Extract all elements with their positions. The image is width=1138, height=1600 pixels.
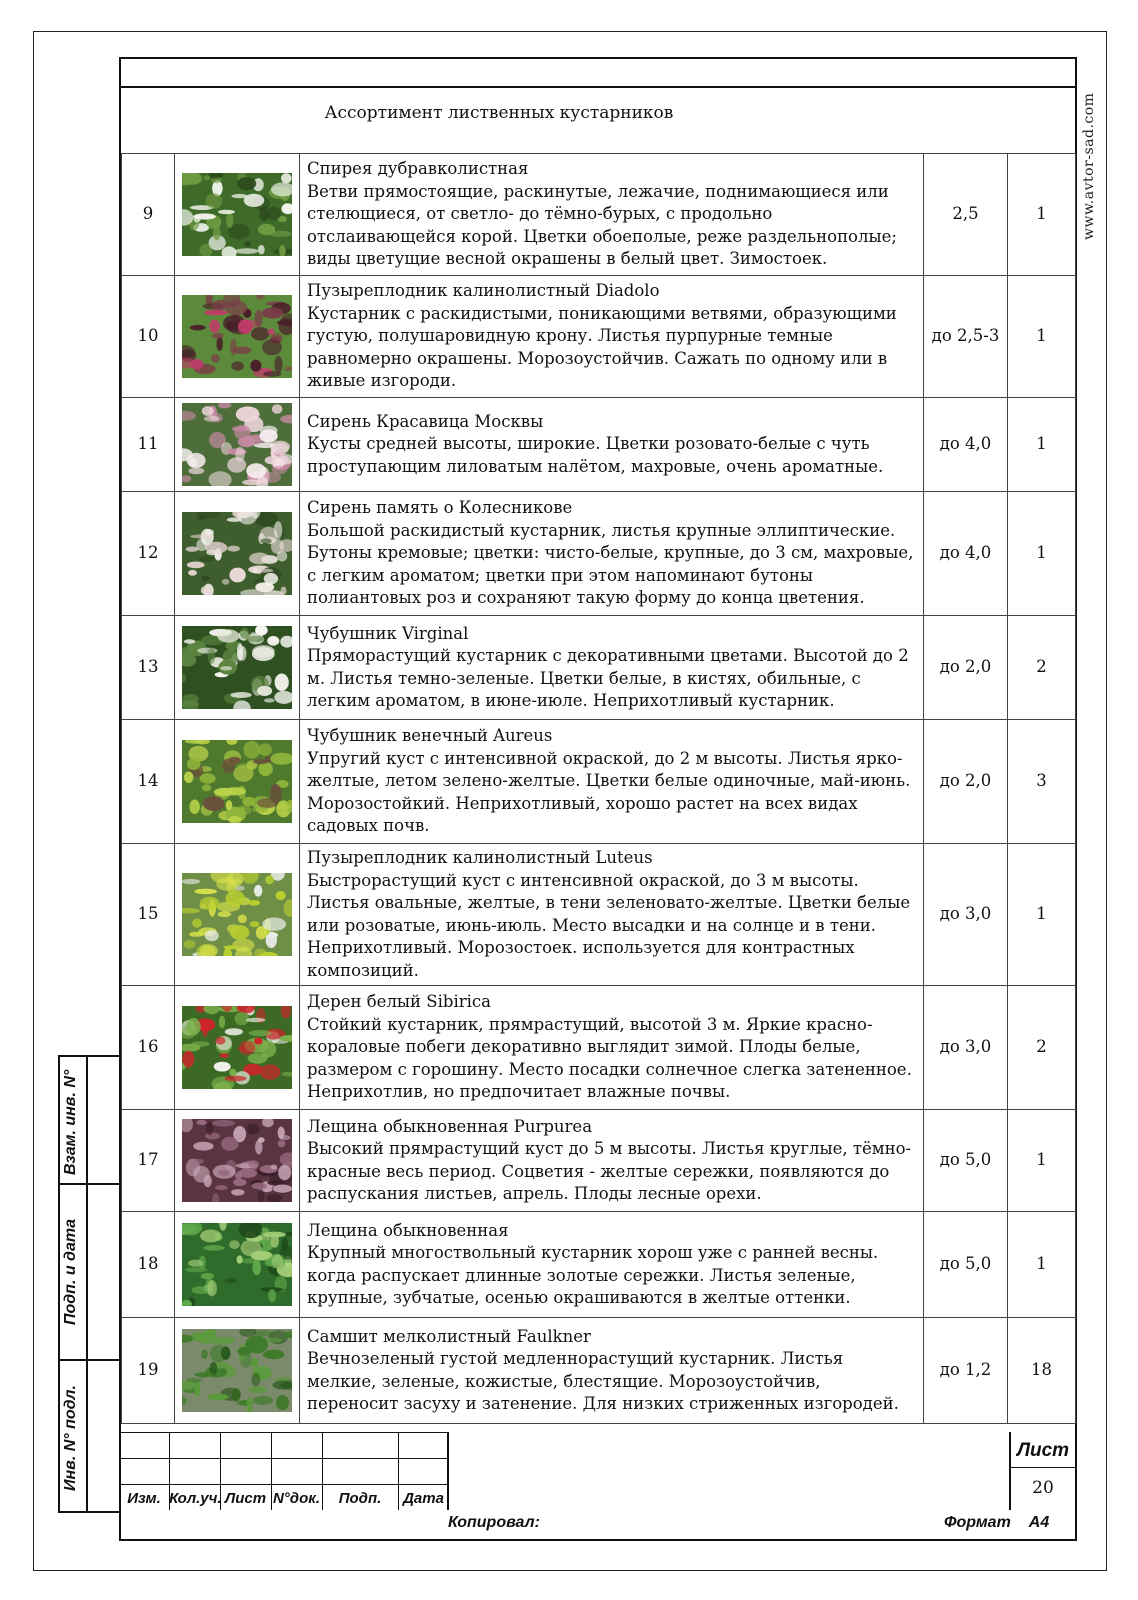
- table-row: [122, 398, 1076, 492]
- plant-name: Лещина обыкновенная Purpurea: [307, 1116, 593, 1136]
- plant-quantity: 18: [1008, 1318, 1076, 1424]
- watermark: www.avtor-sad.com: [1081, 92, 1097, 240]
- row-number: 15: [122, 844, 175, 986]
- stamp-label-replace-inv: Взам. инв. N°: [62, 1069, 79, 1175]
- plant-name: Чубушник венечный Aureus: [307, 726, 553, 746]
- description-cell: [300, 986, 924, 1110]
- table-row: [122, 1110, 1076, 1212]
- plant-photo: [182, 740, 292, 823]
- plant-name: Пузыреплодник калинолистный Luteus: [307, 848, 653, 867]
- plant-height: до 1,2: [924, 1318, 1008, 1424]
- photo-cell: [175, 986, 300, 1110]
- photo-cell: [175, 1318, 300, 1424]
- plant-name: Пузыреплодник калинолистный Diadolo: [307, 281, 660, 301]
- plant-height: до 3,0: [924, 844, 1008, 986]
- plant-height: до 5,0: [924, 1212, 1008, 1318]
- plant-photo: [182, 295, 292, 378]
- row-number: 16: [122, 986, 175, 1110]
- table-row: [122, 1212, 1076, 1318]
- description-cell: [300, 492, 924, 616]
- format-value: А4: [1028, 1514, 1050, 1531]
- plant-height: 2,5: [924, 154, 1008, 276]
- row-number: 13: [122, 616, 175, 720]
- photo-cell: [175, 492, 300, 616]
- plant-name: Спирея дубравколистная: [307, 159, 529, 179]
- plant-description: Пряморастущий кустарник с декоративными цветами. Высотой до 2 м. Листья темно-зеленые. Цветки белые, в кистях, обильные, с легким ароматом, в июне-июле. Неприхотливый кустарник.: [307, 646, 909, 710]
- shrubs-table: [121, 153, 1076, 1424]
- sheet-label: Лист: [1016, 1440, 1070, 1461]
- photo-cell: [175, 154, 300, 276]
- row-number: 11: [122, 398, 175, 492]
- plant-quantity: 1: [1008, 276, 1076, 398]
- row-number: 14: [122, 720, 175, 844]
- table-row: [122, 154, 1076, 276]
- format-label-text: Формат: [944, 1514, 1011, 1531]
- plant-photo: [182, 1329, 292, 1412]
- caption-change: Изм.: [127, 1490, 161, 1507]
- row-number: 17: [122, 1110, 175, 1212]
- photo-cell: [175, 398, 300, 492]
- description-cell: [300, 276, 924, 398]
- plant-name: Сирень память о Колесникове: [307, 498, 573, 518]
- plant-name: Сирень Красавица Москвы: [307, 411, 544, 431]
- plant-photo: [182, 1223, 292, 1306]
- header-divider: [119, 86, 1077, 88]
- plant-description: Кустарник с раскидистыми, поникающими ветвями, образующими густую, полушаровидную крону. Листья пурпурные темные равномерно окрашены. Морозоустойчив. Сажать по одному или в живые изгороди.: [307, 303, 897, 391]
- caption-count: Кол.уч.: [169, 1490, 222, 1507]
- plant-description: Кусты средней высоты, широкие. Цветки розовато-белые с чуть проступающим лиловатым налётом, махровые, очень ароматные.: [307, 434, 884, 476]
- plant-name: Дерен белый Sibirica: [307, 992, 491, 1012]
- description-cell: [300, 844, 924, 986]
- plant-photo: [182, 1006, 292, 1089]
- sheet-box: [1009, 1432, 1075, 1510]
- plant-description: Быстрорастущий куст с интенсивной окраской, до 3 м высоты. Листья овальные, желтые, в тени зеленовато-желтые. Цветки белые или розоватые, июнь-июль. Место высадки и на солнце и в тени. Неприхотливый. Морозостоек. используется для контрастных композиций.: [307, 870, 911, 980]
- plant-name: Самшит мелколистный Faulkner: [307, 1326, 591, 1346]
- photo-cell: [175, 720, 300, 844]
- photo-cell: [175, 1110, 300, 1212]
- table-row: [122, 844, 1076, 986]
- plant-quantity: 1: [1008, 1110, 1076, 1212]
- plant-name: Лещина обыкновенная: [307, 1220, 509, 1240]
- description-cell: [300, 1212, 924, 1318]
- plant-quantity: 1: [1008, 1212, 1076, 1318]
- plant-height: до 2,0: [924, 720, 1008, 844]
- description-cell: [300, 1110, 924, 1212]
- plant-description: Крупный многоствольный кустарник хорош уже с ранней весны. когда распускает длинные золотые сережки. Листья зеленые, крупные, зубчатые, осенью окрашиваются в желтые оттенки.: [307, 1243, 879, 1307]
- description-cell: [300, 398, 924, 492]
- copied-label: Копировал:: [448, 1514, 540, 1531]
- sheet-number: 20: [1032, 1478, 1054, 1498]
- caption-date: Дата: [403, 1490, 444, 1507]
- photo-cell: [175, 1212, 300, 1318]
- caption-sheet: Лист: [224, 1490, 267, 1507]
- plant-quantity: 1: [1008, 154, 1076, 276]
- description-cell: [300, 720, 924, 844]
- plant-photo: [182, 1119, 292, 1202]
- plant-quantity: 2: [1008, 986, 1076, 1110]
- table-row: [122, 1318, 1076, 1424]
- plant-quantity: 1: [1008, 492, 1076, 616]
- title-block: [119, 1432, 1077, 1510]
- plant-description: Ветви прямостоящие, раскинутые, лежачие, поднимающиеся или стелющиеся, от светло- до тёмно-бурых, с продольно отслаивающейся корой. Цветки обоеполые, реже раздельнополые; виды цветущие весной окрашены в белый цвет. Зимостоек.: [307, 181, 897, 269]
- table-row: [122, 616, 1076, 720]
- plant-height: до 2,5-3: [924, 276, 1008, 398]
- stamp-label-sign-date: Подп. и дата: [62, 1219, 79, 1325]
- row-number: 10: [122, 276, 175, 398]
- row-number: 12: [122, 492, 175, 616]
- plant-photo: [182, 626, 292, 709]
- photo-cell: [175, 276, 300, 398]
- row-number: 18: [122, 1212, 175, 1318]
- revision-grid: [119, 1432, 449, 1510]
- plant-photo: [182, 873, 292, 956]
- photo-cell: [175, 616, 300, 720]
- caption-signature: Подп.: [338, 1490, 382, 1507]
- table-row: [122, 276, 1076, 398]
- plant-quantity: 2: [1008, 616, 1076, 720]
- plant-quantity: 3: [1008, 720, 1076, 844]
- plant-height: до 4,0: [924, 492, 1008, 616]
- plant-name: Чубушник Virginal: [307, 623, 469, 643]
- photo-cell: [175, 844, 300, 986]
- plant-height: до 3,0: [924, 986, 1008, 1110]
- plant-description: Высокий прямрастущий куст до 5 м высоты. Листья круглые, тёмно-красные весь период. Соцветия - желтые сережки, появляются до распускания листьев, апрель. Плоды лесные орехи.: [307, 1139, 912, 1203]
- description-cell: [300, 1318, 924, 1424]
- plant-photo: [182, 403, 292, 486]
- page-title: Ассортимент лиственных кустарников: [324, 103, 674, 123]
- plant-height: до 5,0: [924, 1110, 1008, 1212]
- stamp-label-inv-original: Инв. N° подл.: [62, 1385, 79, 1491]
- plant-height: до 2,0: [924, 616, 1008, 720]
- caption-doc-number: N°док.: [272, 1490, 321, 1507]
- plant-height: до 4,0: [924, 398, 1008, 492]
- plant-description: Упругий куст с интенсивной окраской, до 2 м высоты. Листья ярко-желтые, летом зелено-желтые. Цветки белые одиночные, май-июнь. Морозостойкий. Неприхотливый, хорошо растет на всех видах садовых почв.: [307, 748, 911, 836]
- format-label: [944, 1514, 1049, 1532]
- description-cell: [300, 154, 924, 276]
- table-row: [122, 986, 1076, 1110]
- table-row: [122, 492, 1076, 616]
- plant-quantity: 1: [1008, 398, 1076, 492]
- table-row: [122, 720, 1076, 844]
- plant-photo: [182, 512, 292, 595]
- left-stamp: [58, 1055, 119, 1513]
- plant-description: Стойкий кустарник, прямрастущий, высотой 3 м. Яркие красно-кораловые побеги декоративно выглядит зимой. Плоды белые, размером с горошину. Место посадки солнечное слегка затененное. Неприхотлив, но предпочитает влажные почвы.: [307, 1014, 912, 1102]
- plant-photo: [182, 173, 292, 256]
- row-number: 19: [122, 1318, 175, 1424]
- plant-description: Вечнозеленый густой медленнорастущий кустарник. Листья мелкие, зеленые, кожистые, блестящие. Морозоустойчив, переносит засуху и затенение. Для низких стриженных изгородей.: [307, 1349, 899, 1413]
- plant-description: Большой раскидистый кустарник, листья крупные эллиптические. Бутоны кремовые; цветки: чисто-белые, крупные, до 3 см, махровые, с легким ароматом; цветки при этом напоминают бутоны полиантовых роз и сохраняют такую форму до конца цветения.: [307, 520, 914, 608]
- plant-quantity: 1: [1008, 844, 1076, 986]
- description-cell: [300, 616, 924, 720]
- row-number: 9: [122, 154, 175, 276]
